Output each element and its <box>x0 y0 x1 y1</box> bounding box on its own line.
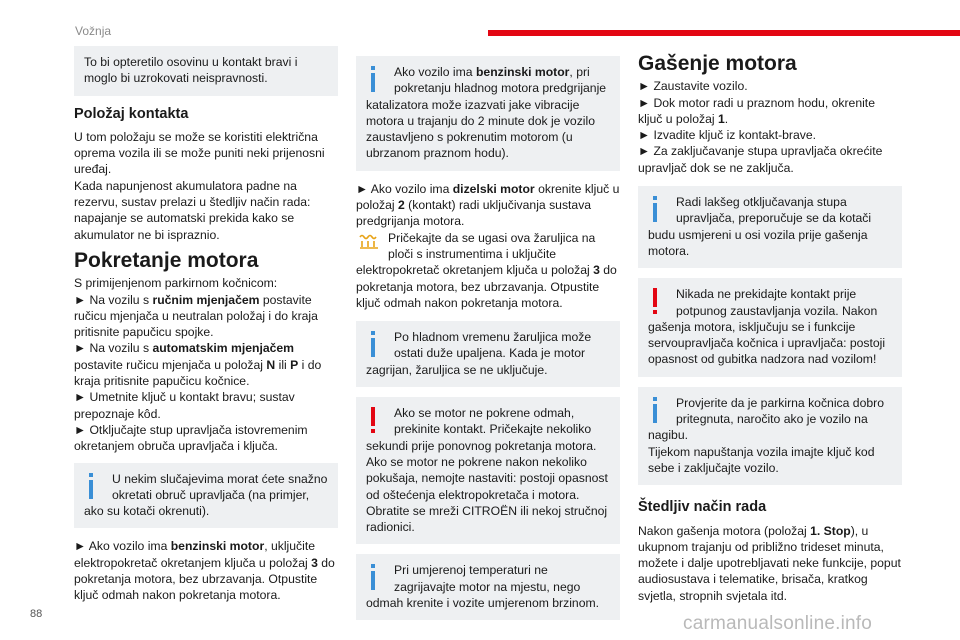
running-header: Vožnja <box>75 24 112 38</box>
watermark: carmanualsonline.info <box>683 613 873 634</box>
warning-box <box>356 397 620 544</box>
info-icon <box>366 64 388 94</box>
info-text: Ako vozilo ima benzinski motor, pri pokretanju hladnog motora predgrijanje katalizatora može izazvati jake vibracije motora u trajanju do 2 minute dok je vozilo zaustavljeno s pokrenutim motorom (u ubrzanom praznom hodu). <box>366 65 607 161</box>
info-text: U nekim slučajevima morat ćete snažno okretati obruč upravljača (na primjer, ako su kotači okrenuti). <box>84 471 328 519</box>
column-2 <box>356 46 620 630</box>
bullet-item: ► Za zaključavanje stupa upravljača okrećite upravljač dok se ne zaključa. <box>638 144 883 175</box>
info-box <box>356 321 620 387</box>
bullet-item: ► Dok motor radi u praznom hodu, okrenite ključ u položaj 1. <box>638 95 875 126</box>
column-3 <box>638 46 902 604</box>
info-text: Provjerite da je parkirna kočnica dobro pritegnuta, naročito ako je vozilo na nagibu. Tijekom napuštanja vozila imajte ključ kod sebe i zaključajte vozilo. <box>648 395 884 475</box>
info-icon <box>648 395 670 425</box>
paragraph-glow-plug: Pričekajte da se ugasi ova žaruljica na ploči s instrumentima i uključite elektropokretač okretanjem ključa u položaj 3 do pokretanja motora, bez ubrzavanja. Otpustite ključ odmah nakon pokretanja motora. <box>356 230 617 310</box>
info-box <box>356 56 620 171</box>
heading-economy-mode: Štedljiv način rada <box>638 499 767 516</box>
info-text: Pri umjerenoj temperaturi ne zagrijavajte motor na mjestu, nego odmah krenite i vozite umjerenom brzinom. <box>366 563 600 611</box>
page-number: 88 <box>30 608 43 620</box>
info-icon <box>366 562 388 592</box>
bullet-item: ► Ako vozilo ima benzinski motor, uključite elektropokretač okretanjem ključa u položaj 3 do pokretanja motora, bez ubrzavanja. Otpustite ključ odmah nakon pokretanja motora. <box>74 539 335 603</box>
info-icon <box>366 329 388 359</box>
bullet-item: ► Ako vozilo ima dizelski motor okrenite ključ u položaj 2 (kontakt) radi uključivanja sustava predgrijanja motora. <box>356 181 620 229</box>
paragraph: U tom položaju se može se koristiti električna oprema vozila ili se može puniti neki prijenosni uređaj. Kada napunjenost akumulatora padne na rezervu, sustav prelazi u štedljiv način rada: napajanje se automatski prekida kako se akumulator ne bi ispraznio. <box>74 129 325 242</box>
paragraph: S primijenjenom parkirnom kočnicom: <box>74 276 278 291</box>
warning-icon <box>366 405 388 435</box>
bullet-item: ► Otključajte stup upravljača istovremenim okretanjem obruča upravljača i ključa. <box>74 422 308 454</box>
info-text: Po hladnom vremenu žaruljica može ostati duže upaljena. Kada je motor zagrijan, žaruljica se ne uključuje. <box>366 330 592 377</box>
warning-text: Nikada ne prekidajte kontakt prije potpunog zaustavljanja vozila. Nakon gašenja motora, isključuju se i funkcije servoupravljača kočnica i upravljača: postoji opasnost od gubitka nadzora nad vozilom! <box>648 287 886 367</box>
bullet-item: ► Umetnite ključ u kontakt bravu; sustav prepoznaje kôd. <box>74 390 295 421</box>
heading-engine-start: Pokretanje motora <box>74 248 259 272</box>
info-box <box>638 186 902 268</box>
info-box <box>74 463 338 529</box>
glow-plug-warning-icon <box>356 233 382 251</box>
info-box <box>356 554 620 620</box>
warning-icon <box>648 286 670 316</box>
info-text: Radi lakšeg otključavanja stupa upravljača, preporučuje se da kotači budu usmjereni u osi vozila prije gašenja motora. <box>648 195 872 258</box>
bullet-item: ► Na vozilu s automatskim mjenjačem postavite ručicu mjenjača u položaj N ili P i do kraja pritisnite papučicu kočnice. <box>74 341 322 389</box>
warning-text: Ako se motor ne pokrene odmah, prekinite kontakt. Pričekajte nekoliko sekundi prije ponovnog pokretanja motora. Ako se motor ne pokrene nakon nekoliko pokušaja, nemojte nastaviti: postoji opasnost od oštećenja elektropokretača i motora. Obratite se mreži CITROËN ili nekoj stručnoj radionici. <box>366 406 608 535</box>
warning-box <box>638 278 902 376</box>
note-box-top <box>74 46 338 96</box>
paragraph: Nakon gašenja motora (položaj 1. Stop), u ukupnom trajanju od približno trideset minuta, možete i dalje upotrebljavati neke funkcije, poput audiosustava i telematike, brisača, kratkog svjetla, stropnih svjetala itd. <box>638 523 901 603</box>
note-text: To bi opteretilo osovinu u kontakt bravi i moglo bi uzrokovati neispravnosti. <box>84 55 298 86</box>
heading-engine-stop: Gašenje motora <box>638 52 797 75</box>
bullet-item: ► Zaustavite vozilo. <box>638 79 748 94</box>
column-1 <box>74 46 338 604</box>
info-box <box>638 387 902 485</box>
info-icon <box>84 471 106 501</box>
header-accent-bar <box>488 30 960 36</box>
heading-contact-position: Položaj kontakta <box>74 105 189 122</box>
bullet-item: ► Na vozilu s ručnim mjenjačem postavite ručicu mjenjača u neutralan položaj i do kraja pritisnite papučicu spojke. <box>74 292 318 340</box>
bullet-item: ► Izvadite ključ iz kontakt-brave. <box>638 128 817 143</box>
info-icon <box>648 194 670 224</box>
